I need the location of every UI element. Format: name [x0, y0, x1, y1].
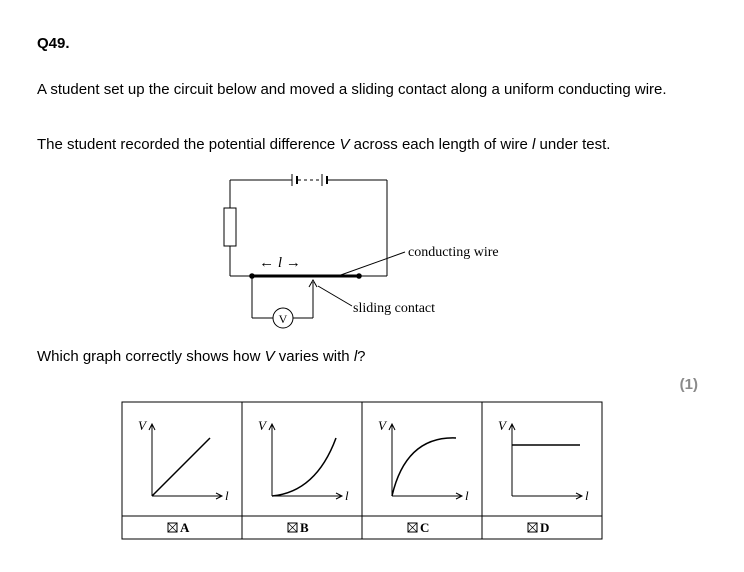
x-axis-label: l [225, 488, 229, 503]
text-span: The student recorded the potential difference [37, 136, 340, 153]
graph-curve-c [392, 438, 456, 496]
graph-curve-b [272, 438, 336, 496]
variable-v: V [339, 136, 350, 153]
wire-end-right [356, 273, 362, 279]
question-prompt [37, 347, 637, 366]
question-intro: A student set up the circuit below and moved a sliding contact along a uniform conducting wire. [37, 81, 667, 98]
conducting-wire-label: conducting wire [408, 245, 499, 260]
circuit-diagram [210, 168, 540, 333]
resistor [224, 208, 236, 246]
x-axis-label: l [345, 488, 349, 503]
question-recorded-text [37, 135, 717, 154]
y-axis-label: V [498, 418, 506, 433]
sliding-contact-label: sliding contact [353, 301, 436, 316]
wire-end-left [249, 273, 255, 279]
marks-label: (1) [679, 376, 698, 393]
option-label-b: B [300, 520, 309, 535]
variable-l: l [353, 348, 358, 365]
variable-l: l [532, 136, 536, 153]
option-label-d: D [540, 520, 550, 535]
x-axis-label: l [465, 488, 469, 503]
option-label-a: A [180, 520, 190, 535]
y-axis-label: V [138, 418, 146, 433]
text-span: across each length of wire [349, 136, 533, 153]
text-span: ? [357, 348, 366, 365]
question-number: Q49. [37, 35, 70, 52]
voltmeter-label: V [278, 312, 288, 326]
contact-label-pointer [318, 286, 352, 306]
answer-graphs-table [121, 401, 615, 541]
length-label: ← l → [259, 255, 301, 271]
y-axis-label: V [258, 418, 266, 433]
variable-v: V [264, 348, 275, 365]
graph-curve-a [152, 438, 210, 496]
wire-label-pointer [338, 252, 405, 276]
y-axis-label: V [378, 418, 386, 433]
text-span: Which graph correctly shows how [37, 348, 265, 365]
text-span: varies with [274, 348, 354, 365]
option-label-c: C [420, 520, 430, 535]
text-span: under test. [535, 136, 611, 153]
x-axis-label: l [585, 488, 589, 503]
